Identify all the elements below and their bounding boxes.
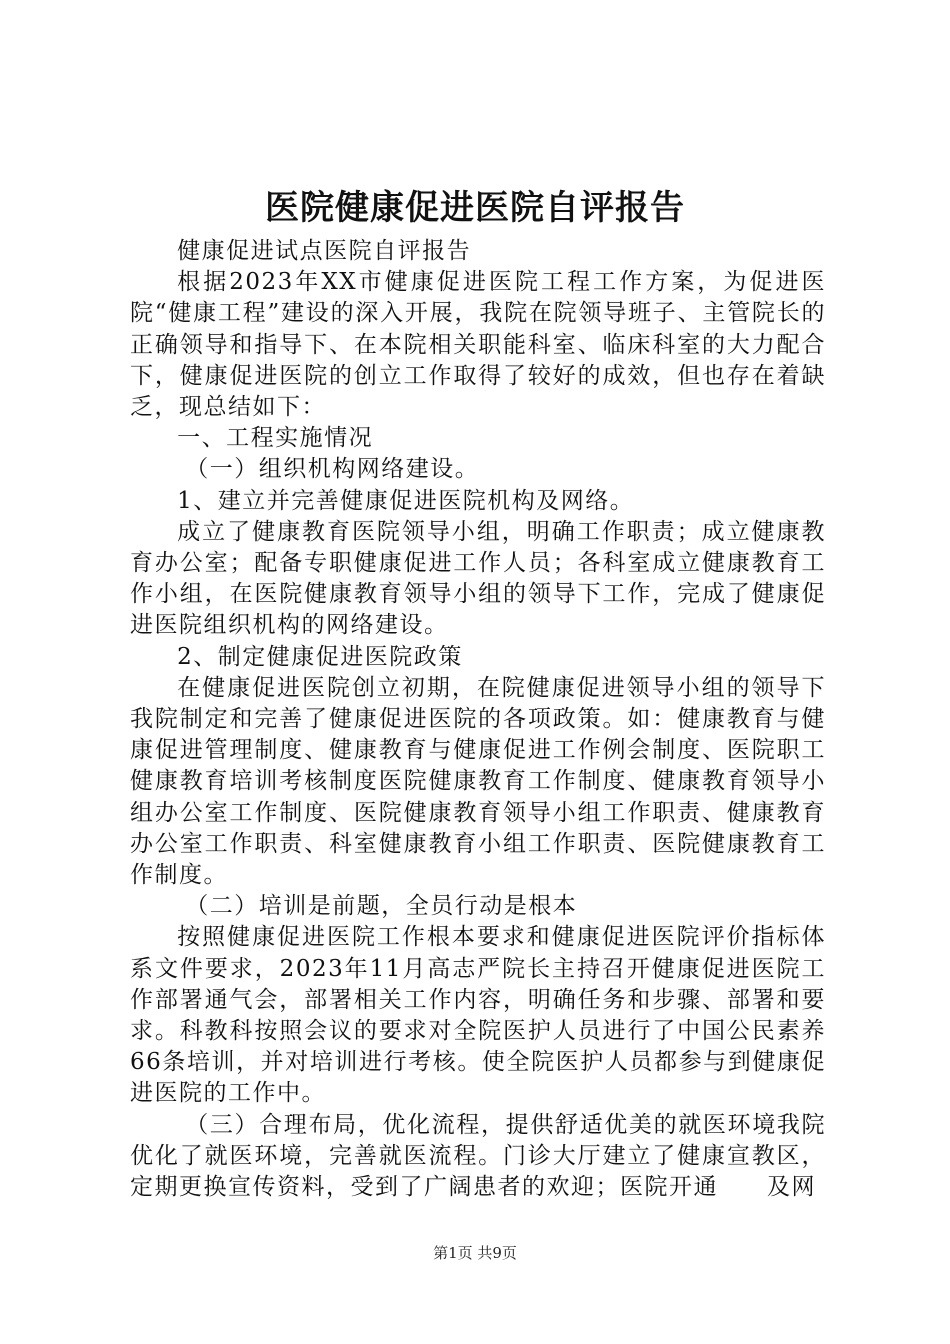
document-body xyxy=(130,236,826,1203)
heading-item-1: 1、建立并完善健康促进医院机构及网络。 xyxy=(177,487,635,514)
paragraph-training: 按照健康促进医院工作根本要求和健康促进医院评价指标体系文件要求，2023年11月高志严院长主持召开健康促进医院工作部署通气会，部署相关工作内容，明确任务和步骤、部署和要求。科教科按照会议的要求对全院医护人员进行了中国公民素养66条培训，并对培训进行考核。使全院医护人员都参与到健康促进医院的工作中。 xyxy=(130,924,826,1107)
paragraph-subtitle: 健康促进试点医院自评报告 xyxy=(177,238,472,264)
page-footer: 第1页 共9页 xyxy=(433,1244,517,1262)
paragraph-intro: 根据2023年XX市健康促进医院工程工作方案，为促进医院“健康工程”建设的深入开展，我院在院领导班子、主管院长的正确领导和指导下、在本院相关职能科室、临床科室的大力配合下，健康促进医院的创立工作取得了较好的成效，但也存在着缺乏，现总结如下： xyxy=(130,269,826,421)
paragraph-policy: 在健康促进医院创立初期，在院健康促进领导小组的领导下我院制定和完善了健康促进医院的各项政策。如：健康教育与健康促进管理制度、健康教育与健康促进工作例会制度、医院职工健康教育培训考核制度医院健康教育工作制度、健康教育领导小组办公室工作制度、医院健康教育领导小组工作职责、健康教育办公室工作职责、科室健康教育小组工作职责、医院健康教育工作制度。 xyxy=(130,674,826,889)
heading-section-1: 一、工程实施情况 xyxy=(177,425,374,452)
page-title: 医院健康促进医院自评报告 xyxy=(265,188,685,228)
paragraph-organization: 成立了健康教育医院领导小组，明确工作职责；成立健康教育办公室；配备专职健康促进工作人员；各科室成立健康教育工作小组，在医院健康教育领导小组的领导下工作，完成了健康促进医院组织机构的网络建设。 xyxy=(130,518,826,639)
heading-subsection-1: （一）组织机构网络建设。 xyxy=(185,456,480,483)
heading-item-2: 2、制定健康促进医院政策 xyxy=(177,643,463,670)
paragraph-environment: （三）合理布局，优化流程，提供舒适优美的就医环境我院优化了就医环境，完善就医流程。门诊大厅建立了健康宣教区，定期更换宣传资料，受到了广阔患者的欢迎；医院开通 及网 xyxy=(130,1111,826,1201)
heading-subsection-2: （二）培训是前题，全员行动是根本 xyxy=(185,893,578,920)
